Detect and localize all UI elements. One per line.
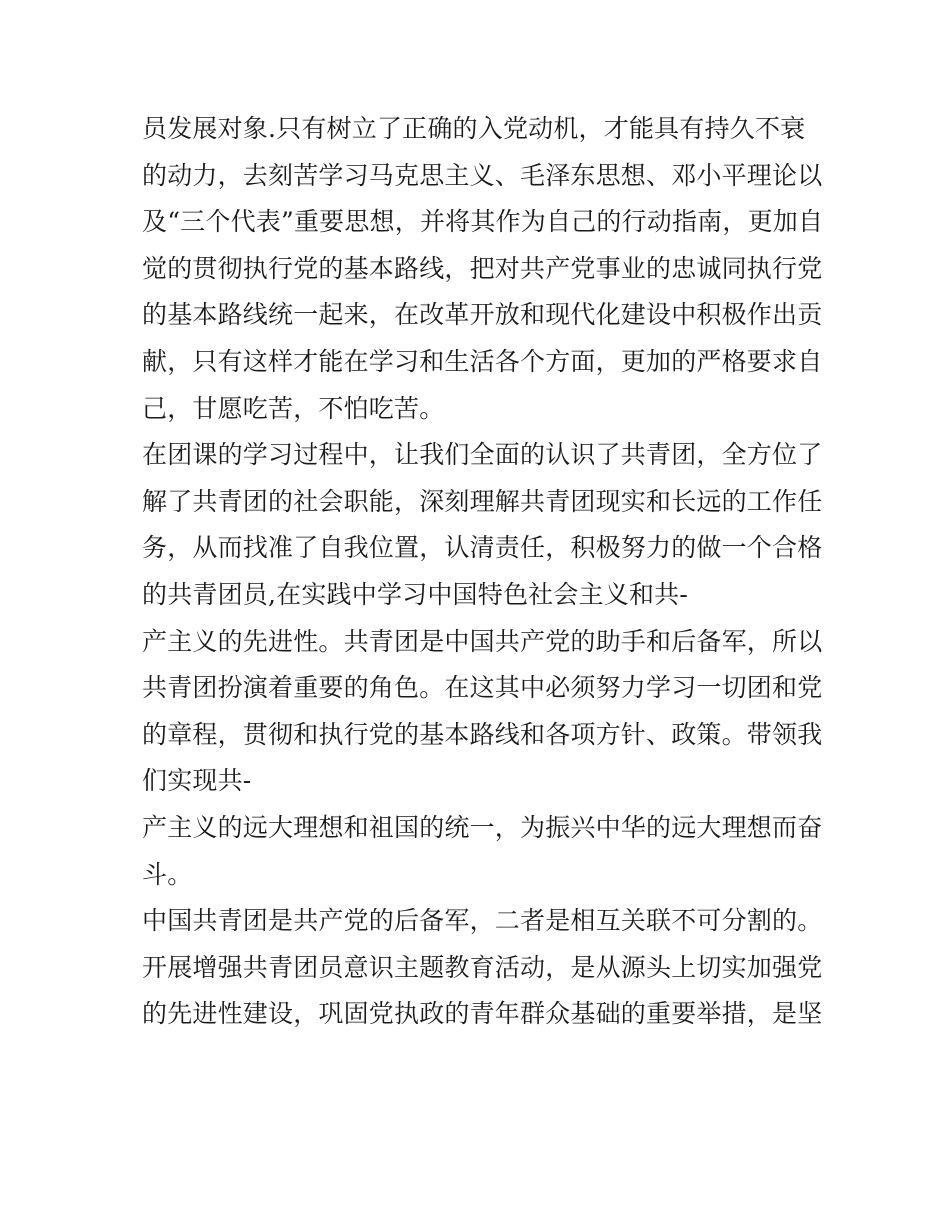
text-line: 务，从而找准了自我位置，认清责任，积极努力的做一个合格 bbox=[142, 533, 823, 563]
body-text bbox=[142, 106, 822, 1038]
text-line: 献，只有这样才能在学习和生活各个方面，更加的严格要求自 bbox=[142, 346, 823, 376]
text-line: 的基本路线统一起来，在改革开放和现代化建设中积极作出贡 bbox=[142, 300, 823, 330]
text-line: 的章程，贯彻和执行党的基本路线和各项方针、政策。带领我 bbox=[142, 719, 823, 749]
text-line: 己，甘愿吃苦，不怕吃苦。 bbox=[142, 393, 445, 423]
text-line: 的动力，去刻苦学习马克思主义、毛泽东思想、邓小平理论以 bbox=[142, 160, 823, 190]
text-line: 产主义的先进性。共青团是中国共产党的助手和后备军，所以 bbox=[142, 626, 823, 656]
text-line: 在团课的学习过程中，让我们全面的认识了共青团，全方位了 bbox=[142, 440, 823, 470]
text-line: 的共青团员,在实践中学习中国特色社会主义和共- bbox=[142, 579, 688, 609]
text-line: 员发展对象.只有树立了正确的入党动机，才能具有持久不衰 bbox=[142, 114, 806, 143]
text-line: 解了共青团的社会职能，深刻理解共青团现实和长远的工作任 bbox=[142, 486, 823, 516]
text-line: 的先进性建设，巩固党执政的青年群众基础的重要举措，是坚 bbox=[142, 999, 823, 1029]
text-line: 及“三个代表”重要思想，并将其作为自己的行动指南，更加自 bbox=[142, 207, 824, 237]
text-line: 共青团扮演着重要的角色。在这其中必须努力学习一切团和党 bbox=[142, 673, 823, 703]
text-line: 开展增强共青团员意识主题教育活动，是从源头上切实加强党 bbox=[142, 952, 823, 982]
text-line: 产主义的远大理想和祖国的统一，为振兴中华的远大理想而奋 bbox=[142, 812, 823, 842]
text-line: 觉的贯彻执行党的基本路线，把对共产党事业的忠诚同执行党 bbox=[142, 253, 823, 283]
text-line: 斗。 bbox=[142, 859, 193, 889]
text-line: 们实现共- bbox=[142, 766, 252, 796]
text-line: 中国共青团是共产党的后备军，二者是相互关联不可分割的。 bbox=[142, 906, 823, 936]
